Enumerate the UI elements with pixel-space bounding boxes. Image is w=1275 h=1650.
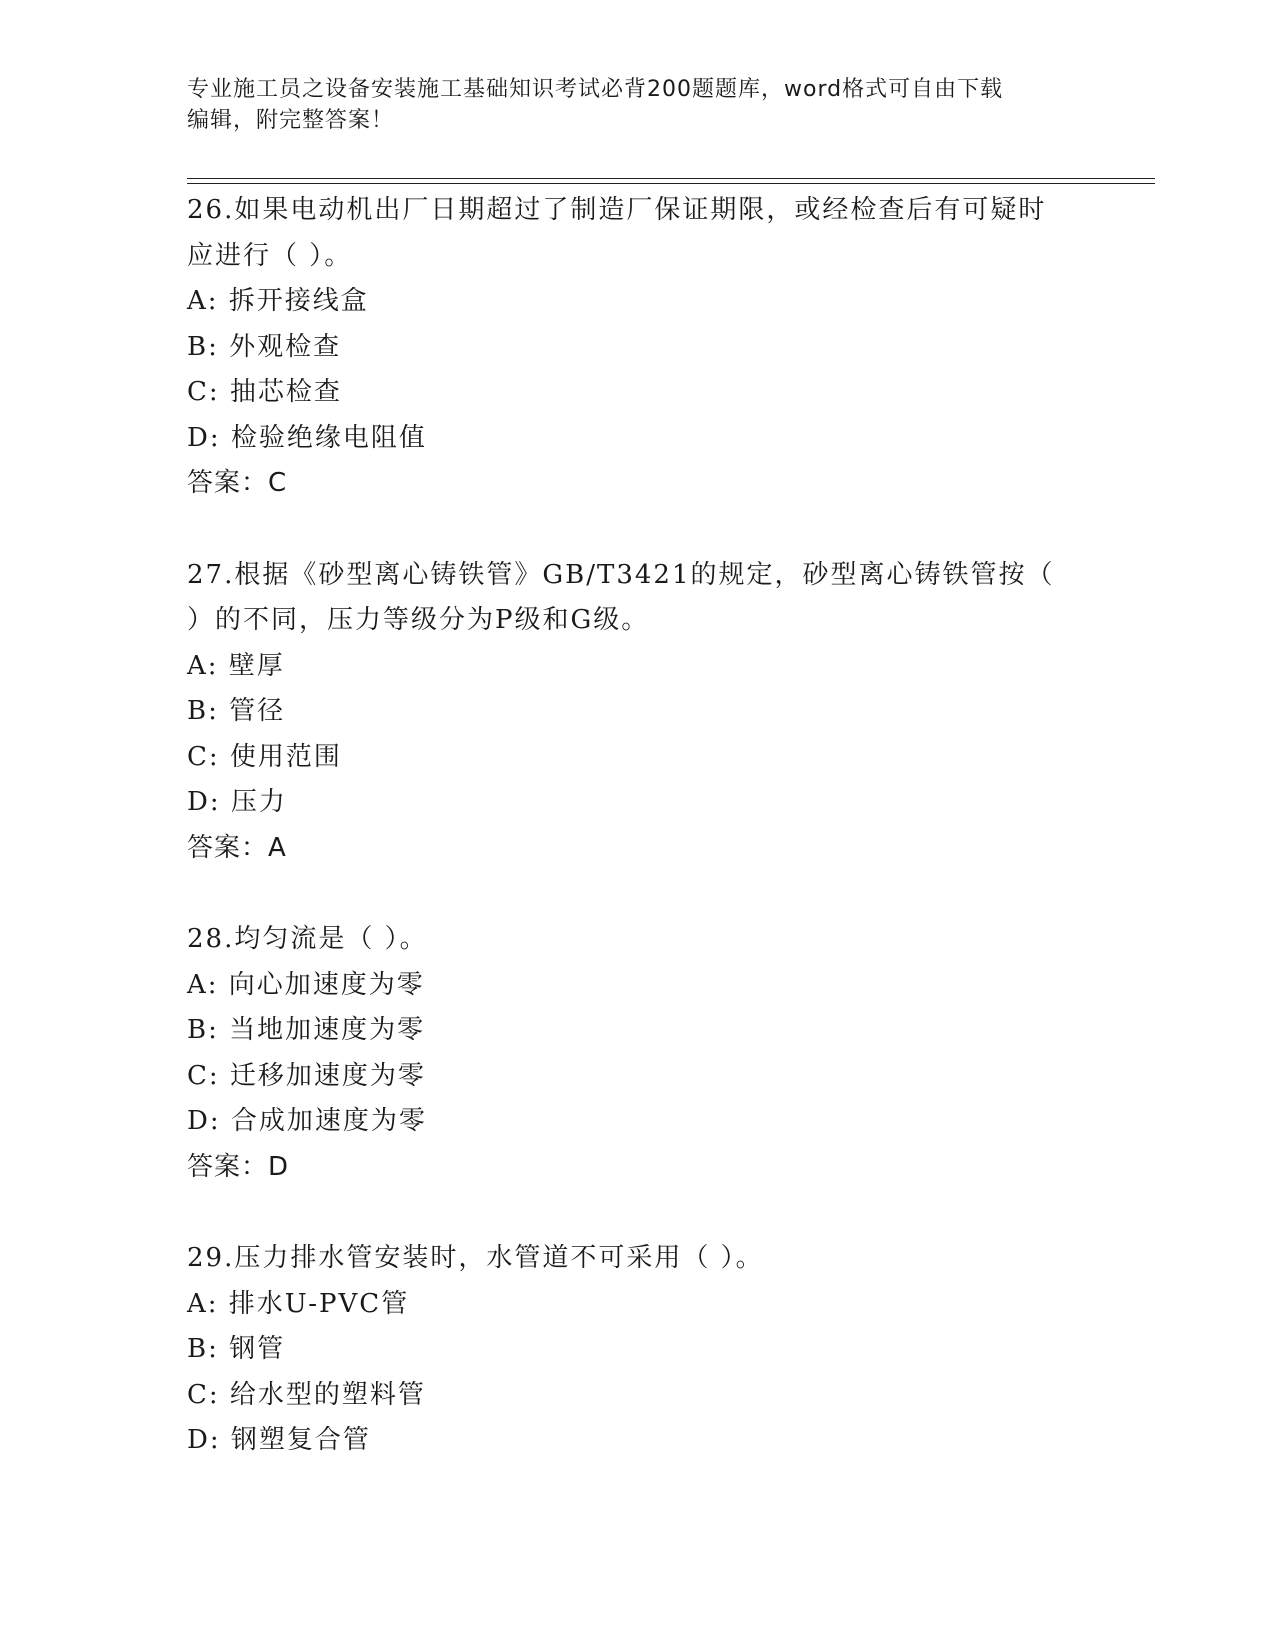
question-26 (187, 188, 1087, 507)
option-b: B: 外观检查 (187, 331, 342, 362)
question-stem-line: 27.根据《砂型离心铸铁管》GB/T3421的规定，砂型离心铸铁管按（ (187, 559, 1055, 590)
header-divider-top (187, 178, 1155, 179)
question-stem-line: 29.压力排水管安装时，水管道不可采用（ ）。 (187, 1243, 764, 1273)
answer-line: 答案：C (187, 468, 288, 498)
option-d: D: 合成加速度为零 (187, 1106, 427, 1136)
option-a: A: 排水U-PVC管 (187, 1288, 410, 1319)
option-c: C: 迁移加速度为零 (187, 1060, 426, 1091)
option-b: B: 当地加速度为零 (187, 1015, 426, 1045)
question-stem-line: 26.如果电动机出厂日期超过了制造厂保证期限，或经检查后有可疑时 (187, 195, 1047, 225)
answer-line: 答案：A (187, 832, 287, 863)
option-b: B: 管径 (187, 696, 286, 726)
question-stem-line: ）的不同，压力等级分为P级和G级。 (187, 605, 650, 635)
question-28 (187, 917, 1087, 1190)
option-b: B: 钢管 (187, 1334, 286, 1364)
question-stem-line: 28.均匀流是（ ）。 (187, 924, 428, 954)
header-line-2: 编辑，附完整答案！ (187, 108, 395, 133)
option-c: C: 使用范围 (187, 741, 342, 772)
option-d: D: 钢塑复合管 (187, 1425, 371, 1455)
option-d: D: 检验绝缘电阻值 (187, 422, 427, 453)
option-c: C: 抽芯检查 (187, 377, 342, 407)
option-a: A: 拆开接线盒 (187, 286, 369, 316)
option-a: A: 向心加速度为零 (187, 969, 425, 1000)
header-line-1: 专业施工员之设备安装施工基础知识考试必背200题题库，word格式可自由下载 (187, 77, 1004, 102)
option-d: D: 压力 (187, 787, 287, 817)
option-c: C: 给水型的塑料管 (187, 1379, 426, 1410)
header-divider-bottom (187, 183, 1155, 184)
question-list (187, 188, 1087, 1510)
answer-line: 答案：D (187, 1151, 290, 1182)
option-a: A: 壁厚 (187, 650, 285, 681)
question-stem-line: 应进行（ ）。 (187, 240, 353, 271)
question-29 (187, 1236, 1087, 1464)
question-27 (187, 553, 1087, 872)
document-header (187, 74, 1087, 136)
